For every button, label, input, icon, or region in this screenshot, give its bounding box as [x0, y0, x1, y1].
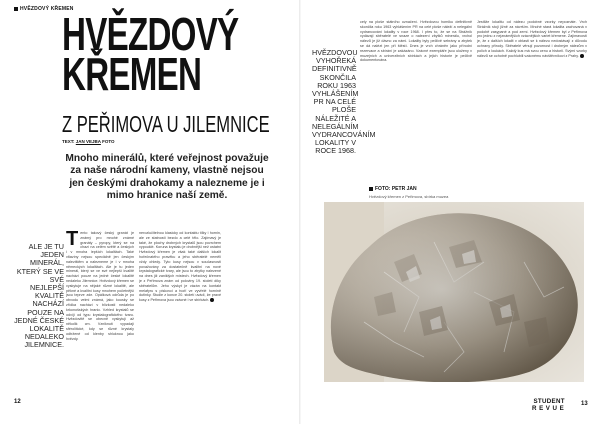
section-tag-label: HVĚZDOVÝ KŘEMEN [20, 6, 74, 12]
star-quartz-photo [324, 202, 584, 382]
section-marker-icon [14, 7, 18, 11]
logo-line-2: REVUE [532, 405, 567, 412]
body-column-2 [139, 231, 221, 401]
lead-paragraph: Mnoho minerálů, které veřejnost považuje za naše národní kameny, vlastně nejsou jen českými drahokamy a nalezneme je i mimo hranice naší země. [65, 153, 269, 202]
body-column-3 [360, 20, 472, 128]
photo-caption-title [369, 186, 448, 192]
photo-caption-title-text: FOTO: PETR JAN [375, 186, 417, 192]
photo-caption-desc: Hvězdový křemen z Peřimova, sbírka muzea [369, 194, 449, 199]
pull-quote-right: HVĚZDOVOU VYHOŘEKÁ DEFINITIVNĚ SKONČILA ROKU 1963 VYHLÁŠENÍM PR NA CELÉ PLOŠE NÁLEŽITÉ A NELEGÁLNÍM VYDRANCOVÁNÍM LOKALITY V ROCE 1968. [312, 48, 376, 156]
body-column-3-text: cely na ploše státního označení. Hvězdovou horniku definitivně skončila roku 1963 vyhlášením PR na celé ploše náleží a nelegální vydrancování lokality v roce 1968. I přes to, že se na Strážník vydávají sběratelé ve snaze o nalezení zbytků minerálu, vrchol nálezů je již dávno za námi. Lokality byly pečlivě sebrány a zbytek se dá nalézt jen při štěstí. Dnes je vrch chráněn jako přírodní rezervace a sbírání je zakázáno. Vzácné exempláře jsou uloženy v muzejních a univerzitních sbírkách a jejich historie je pečlivě dokumentována. [360, 20, 472, 63]
end-mark-icon [210, 298, 214, 302]
title-line-1: HVĚZDOVÝ [62, 8, 239, 60]
byline [62, 139, 115, 144]
page-number-right: 13 [581, 401, 588, 407]
body-column-2-text: nerozlučitelnou klasicky od kontaktu tílky i hornin, ale ze statností bezdo a celé tělo. Zajímavý je také, že plochy drobných krystalů jsou povrchem vypouklé. Koruna krystalu je drobnější než ostatní Hvězdový křemen je však také dalších lokalit hořečnatého pravěku a jeho sběratelé neměli vždy ohledy. Tyto kusy nejsou v současnosti považovány za dostatečně kvalitní na nové krystalografické tvary, ale jsou to zbytky nalezené na dnes již zaniklých místech. Hvězdový křemen je z Peřimova znám od poloviny 19. století díky sběratelům. Jeho výskyt je vázán na kontakt melafyru s pískovci a tvoří ve vyvřelé hornině dutinky. Studie z konce 20. století uvádí, že pravé kusy z Peřimova jsou vzácné i ve sbírkách. [139, 231, 221, 303]
byline-author: JAN VEJBA [75, 139, 101, 144]
article-subtitle: Z PEŘIMOVA U JILEMNICE [62, 111, 270, 137]
caption-marker-icon [369, 187, 373, 191]
body-column-4 [477, 20, 587, 128]
star-quartz-image [324, 202, 584, 382]
body-column-1-text: ento takový český granát je známý pro mnohé známé granáty – pyropy, který se na chazí na celém světě a českých i v mnoha lepších lokalitách. Také vltavíny nejsou speciálně jen českým nalezištěm a nalezneme je i v mnoha německých lokalitách. Ale je tu jeden minerál, který se ve své nejlepší kvalitě nachází pouze na jedné české lokalitě nedaleko Jilemnice. Hvězdový křemen se vyskytuje na nějaké různé lokalitě, ale pěkné a kvalitní kusy mnohem početnější jsou teprve zde. Opálková odrůda je po obvodu velmi známá, jako kousky se zřídka nachází v blízkosti nedaleko krkonošských hranic. Vzhled krystalů se odvíjí od typu krystalografického tvaru. Hvězdovitě se obecně vyskytují až několik cm. Vzniknutí vypadají sférolitické, kdy se různé krystaly odtržené od klenby shluknou jako hvězdy. [66, 231, 134, 341]
photo-caption [369, 186, 448, 199]
page-number-left: 12 [14, 399, 21, 405]
logo-line-1: STUDENT [533, 398, 565, 405]
end-mark-icon [580, 54, 584, 58]
magazine-logo [532, 398, 566, 412]
body-column-1 [66, 231, 134, 401]
byline-suffix: FOTO [102, 139, 115, 144]
article-title [62, 8, 239, 100]
title-line-2: KŘEMEN [62, 48, 202, 100]
byline-label: TEXT: [62, 139, 75, 144]
page-spine [299, 0, 301, 424]
pull-quote-left: ALE JE TU JEDEN MINERÁL, KTERÝ SE VE SVÉ NEJLEPŠÍ KVALITĚ NACHÁZÍ POUZE NA JEDNÉ ČESKÉ LOKALITĚ NEDALEKO JILEMNICE. [14, 242, 64, 350]
body-column-4-text: Jestliže lokalitu od nálezu podobné vzorky nepoznáte. Vrch Strážník stojí jižně za návrším. Mnohé stará lokalita zachovaná v podobě zasypané a pod zemí. Hvězdový křemen byl z Peřimova pro jednu z nejznámějších vzácnějších variet křemene. Zajímavostí je, že z dalších lokalit v oblasti se k nálezu nedostávají z důvodu ochrany přírody. Sběratelé věnují pozornost i drobným nálezům v polích a loukách. Každý kus má svou cenu a historii. Svými vzorky nálezů se ochotně pochlubili vzácnému návštěvníkovi z Prahy. [477, 20, 587, 58]
drop-cap: T [66, 231, 79, 250]
